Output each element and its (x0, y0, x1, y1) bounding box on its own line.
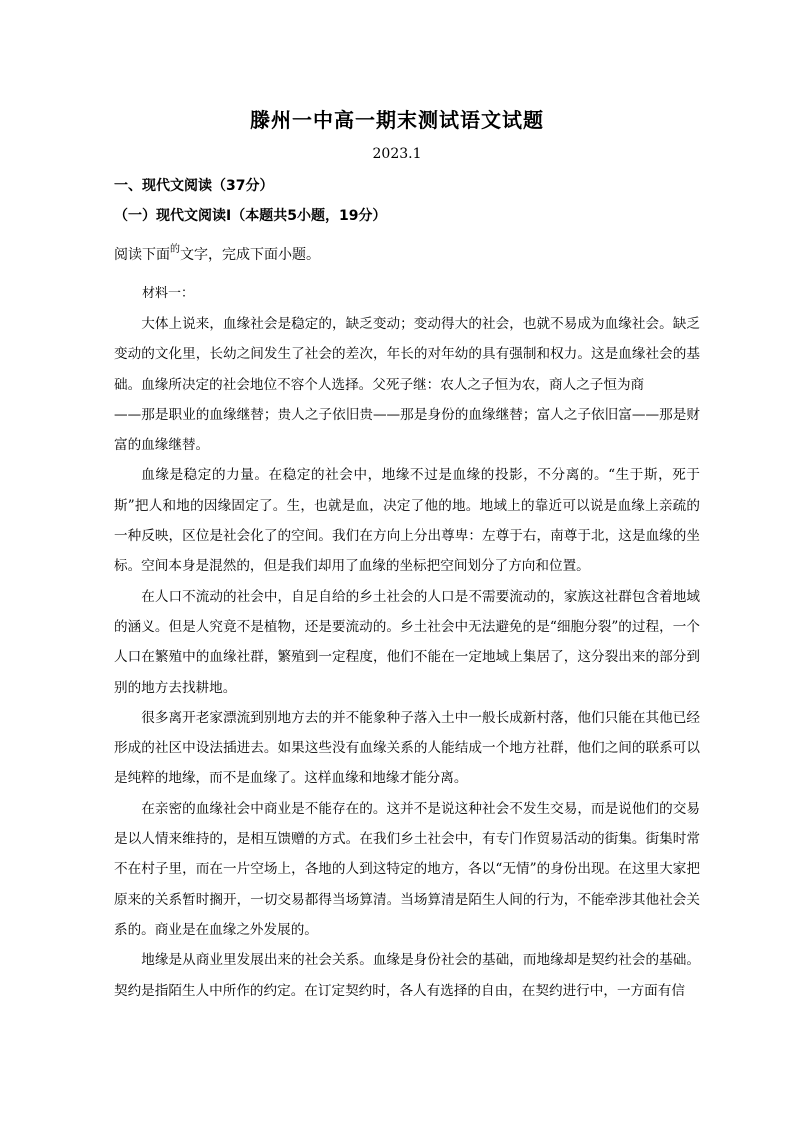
paragraph: 大体上说来，血缘社会是稳定的，缺乏变动；变动得大的社会，也就不易成为血缘社会。缺乏变动的文化里，长幼之间发生了社会的差次，年长的对年幼的具有强制和权力。这是血缘社会的基础。血缘所决定的社会地位不容个人选择。父死子继：农人之子恒为农，商人之子恒为商 (114, 316, 700, 393)
article-body (114, 309, 700, 1006)
paragraph: ——那是职业的血缘继替；贵人之子依旧贵——那是身份的血缘继替；富人之子依旧富——那是财富的血缘继替。 (114, 406, 700, 454)
paragraph: 血缘是稳定的力量。在稳定的社会中，地缘不过是血缘的投影，不分离的。“生于斯，死于斯”把人和地的因缘固定了。生，也就是血，决定了他的地。地域上的靠近可以说是血缘上亲疏的一种反映，区位是社会化了的空间。我们在方向上分出尊卑：左尊于右，南尊于北，这是血缘的坐标。空间本身是混然的，但是我们却用了血缘的坐标把空间划分了方向和位置。 (114, 467, 700, 575)
paragraph: 地缘是从商业里发展出来的社会关系。血缘是身份社会的基础，而地缘却是契约社会的基础。契约是指陌生人中所作的约定。在订定契约时，各人有选择的自由，在契约进行中，一方面有信 (114, 952, 700, 999)
paragraph: 很多离开老家漂流到别地方去的并不能象种子落入土中一般长成新村落，他们只能在其他已经形成的社区中设法插进去。如果这些没有血缘关系的人能结成一个地方社群，他们之间的联系可以是纯粹的地缘，而不是血缘了。这样血缘和地缘才能分离。 (114, 709, 700, 787)
paragraph: 在人口不流动的社会中，自足自给的乡土社会的人口是不需要流动的，家族这社群包含着地域的涵义。但是人究竟不是植物，还是要流动的。乡土社会中无法避免的是“细胞分裂”的过程，一个人口在繁殖中的血缘社群，繁殖到一定程度，他们不能在一定地域上集居了，这分裂出来的部分到别的地方去找耕地。 (114, 588, 700, 696)
paragraph: 在亲密的血缘社会中商业是不能存在的。这并不是说这种社会不发生交易，而是说他们的交易是以人情来维持的，是相互馈赠的方式。在我们乡土社会中，有专门作贸易活动的街集。街集时常不在村子里，而在一片空场上，各地的人到这特定的地方，各以“无情”的身份出现。在这里大家把原来的关系暂时搁开，一切交易都得当场算清。当场算清是陌生人间的行为，不能牵涉其他社会关系的。商业是在血缘之外发展的。 (114, 800, 700, 938)
reading-instruction (114, 244, 320, 264)
section-heading: 一、现代文阅读（37分） (114, 178, 274, 194)
instruction-text-end: 文字，完成下面小题。 (180, 247, 320, 263)
material-label: 材料一： (142, 286, 195, 301)
instruction-text-start: 阅读下面 (114, 247, 170, 263)
exam-date: 2023.1 (372, 146, 422, 162)
page-title: 滕州一中高一期末测试语文试题 (250, 108, 544, 132)
instruction-superscript: 的 (170, 244, 180, 255)
subsection-heading: （一）现代文阅读Ⅰ（本题共5小题，19分） (114, 208, 387, 224)
